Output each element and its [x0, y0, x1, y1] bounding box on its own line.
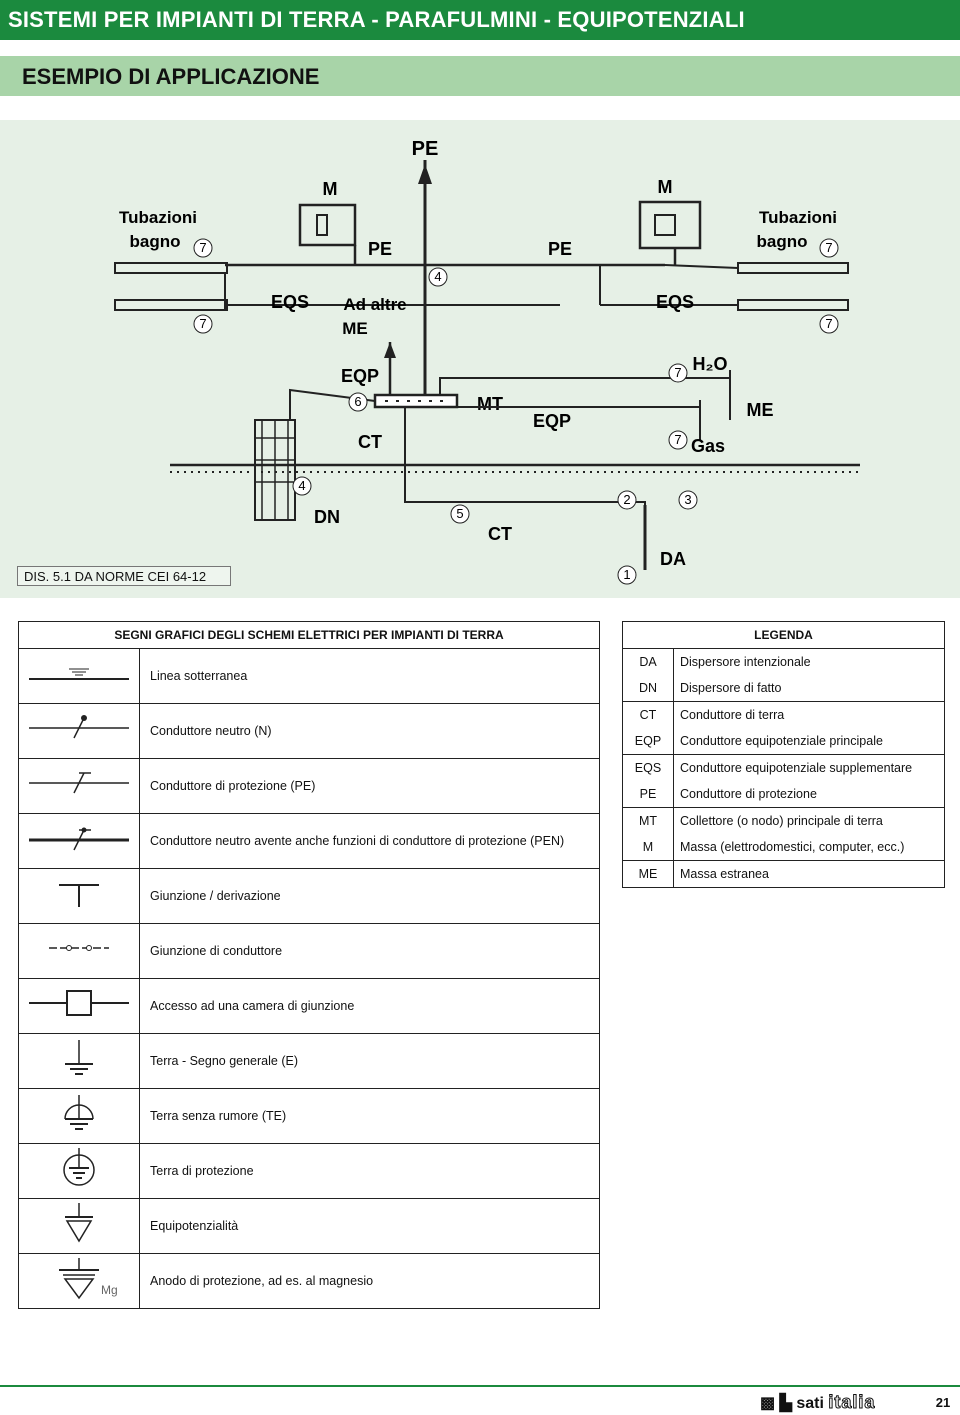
label-ct-left: CT: [358, 432, 382, 452]
sign-label: Linea sotterranea: [140, 649, 600, 704]
conductor-joint-symbol: [19, 924, 140, 979]
legend-code: MT: [623, 808, 674, 835]
diagram-panel: [0, 120, 960, 598]
page-title: SISTEMI PER IMPIANTI DI TERRA - PARAFULMINI - EQUIPOTENZIALI: [8, 7, 745, 32]
label-tubazioni-left: Tubazioni: [118, 208, 198, 227]
table-row: [19, 1199, 600, 1254]
label-dn: DN: [314, 507, 340, 527]
callout-4-a: 4: [434, 269, 442, 284]
legend-desc: Conduttore di terra: [674, 702, 945, 729]
legend-row: [623, 649, 945, 676]
sign-label: Conduttore neutro avente anche funzioni di conduttore di protezione (PEN): [140, 814, 600, 869]
label-eqs-right: EQS: [655, 292, 695, 312]
page-number: 21: [935, 1395, 951, 1410]
neutral-conductor-symbol: [19, 704, 140, 759]
protection-conductor-symbol: [19, 759, 140, 814]
callout-5: 5: [456, 506, 464, 521]
callout-7-f: 7: [674, 432, 682, 447]
underground-line-symbol: [19, 649, 140, 704]
legend-table: [622, 621, 945, 888]
legend-code: EQS: [623, 755, 674, 782]
label-mt: MT: [477, 394, 503, 414]
label-eqs-left: EQS: [270, 292, 310, 312]
label-pe-right: PE: [547, 239, 573, 259]
legend-row: [623, 861, 945, 888]
legend-desc: Massa (elettrodomestici, computer, ecc.): [674, 834, 945, 861]
pen-conductor-symbol: [19, 814, 140, 869]
callout-6: 6: [354, 394, 362, 409]
earthing-diagram: [0, 120, 960, 598]
label-bagno-right: bagno: [756, 232, 808, 251]
label-ad-altre-me: ME: [342, 319, 368, 338]
magnesium-anode-symbol: [19, 1254, 140, 1309]
junction-symbol: [19, 869, 140, 924]
callout-4-b: 4: [298, 478, 306, 493]
callout-7-e: 7: [674, 365, 682, 380]
legend-row: [623, 808, 945, 835]
table-row: [19, 869, 600, 924]
signs-table-title: SEGNI GRAFICI DEGLI SCHEMI ELETTRICI PER IMPIANTI DI TERRA: [19, 622, 600, 649]
label-pe-left: PE: [367, 239, 393, 259]
legend-desc: Conduttore equipotenziale supplementare: [674, 755, 945, 782]
diagram-caption: DIS. 5.1 DA NORME CEI 64-12: [17, 566, 231, 586]
legend-code: ME: [623, 861, 674, 888]
table-row: [19, 814, 600, 869]
label-eqp-mid: EQP: [532, 411, 572, 431]
legend-code: DA: [623, 649, 674, 676]
callout-7-b: 7: [199, 316, 207, 331]
junction-chamber-symbol: [19, 979, 140, 1034]
sign-label: Giunzione di conduttore: [140, 924, 600, 979]
table-row: [19, 1089, 600, 1144]
signs-table: [18, 621, 600, 1309]
sign-label: Conduttore di protezione (PE): [140, 759, 600, 814]
label-m-left: M: [322, 179, 338, 199]
legend-desc: Collettore (o nodo) principale di terra: [674, 808, 945, 835]
callout-7-c: 7: [825, 240, 833, 255]
label-ad-altre: Ad altre: [343, 295, 407, 314]
table-row: [19, 1144, 600, 1199]
equipotential-symbol: [19, 1199, 140, 1254]
table-row: [19, 759, 600, 814]
sign-label: Terra - Segno generale (E): [140, 1034, 600, 1089]
label-m-right: M: [657, 177, 673, 197]
callout-7-d: 7: [825, 316, 833, 331]
earth-symbol: [19, 1034, 140, 1089]
mg-symbol-text: Mg: [101, 1283, 118, 1297]
brand-italia: italia: [828, 1392, 876, 1412]
legend-desc: Conduttore di protezione: [674, 781, 945, 808]
callout-1: 1: [623, 567, 631, 582]
table-row: [19, 1254, 600, 1309]
table-row: [19, 1034, 600, 1089]
legend-row: [623, 702, 945, 729]
logo-mark-icon: ▩ ▙: [760, 1395, 792, 1412]
label-gas: Gas: [690, 436, 726, 456]
footer-divider: [0, 1385, 960, 1387]
legend-row: [623, 675, 945, 702]
sign-label: Accesso ad una camera di giunzione: [140, 979, 600, 1034]
brand-sati: sati: [796, 1395, 824, 1412]
legend-code: CT: [623, 702, 674, 729]
legend-title: LEGENDA: [623, 622, 945, 649]
legend-row: [623, 755, 945, 782]
noiseless-earth-symbol: [19, 1089, 140, 1144]
sign-label: Giunzione / derivazione: [140, 869, 600, 924]
protective-earth-symbol: [19, 1144, 140, 1199]
label-me: ME: [746, 400, 774, 420]
legend-desc: Conduttore equipotenziale principale: [674, 728, 945, 755]
legend-code: PE: [623, 781, 674, 808]
table-row: [19, 649, 600, 704]
sign-label: Equipotenzialità: [140, 1199, 600, 1254]
table-row: [19, 704, 600, 759]
label-eqp-left: EQP: [340, 366, 380, 386]
header-bar: [0, 0, 960, 40]
legend-code: DN: [623, 675, 674, 702]
legend-desc: Dispersore intenzionale: [674, 649, 945, 676]
label-h2o: H₂O: [692, 354, 728, 374]
label-pe-top: PE: [411, 138, 439, 160]
callout-3: 3: [684, 492, 692, 507]
legend-row: [623, 728, 945, 755]
legend-row: [623, 834, 945, 861]
label-bagno-left: bagno: [129, 232, 181, 251]
brand-logo: [760, 1392, 875, 1413]
legend-code: M: [623, 834, 674, 861]
label-da: DA: [660, 549, 686, 569]
legend-desc: Dispersore di fatto: [674, 675, 945, 702]
callout-7-a: 7: [199, 240, 207, 255]
subheader-bar: [0, 56, 960, 96]
callout-2: 2: [623, 492, 631, 507]
legend-desc: Massa estranea: [674, 861, 945, 888]
sign-label: Anodo di protezione, ad es. al magnesio: [140, 1254, 600, 1309]
label-ct-bottom: CT: [488, 524, 512, 544]
label-tubazioni-right: Tubazioni: [758, 208, 838, 227]
sign-label: Terra di protezione: [140, 1144, 600, 1199]
sign-label: Conduttore neutro (N): [140, 704, 600, 759]
legend-row: [623, 781, 945, 808]
sign-label: Terra senza rumore (TE): [140, 1089, 600, 1144]
section-title: ESEMPIO DI APPLICAZIONE: [22, 64, 320, 89]
table-row: [19, 924, 600, 979]
table-row: [19, 979, 600, 1034]
legend-code: EQP: [623, 728, 674, 755]
